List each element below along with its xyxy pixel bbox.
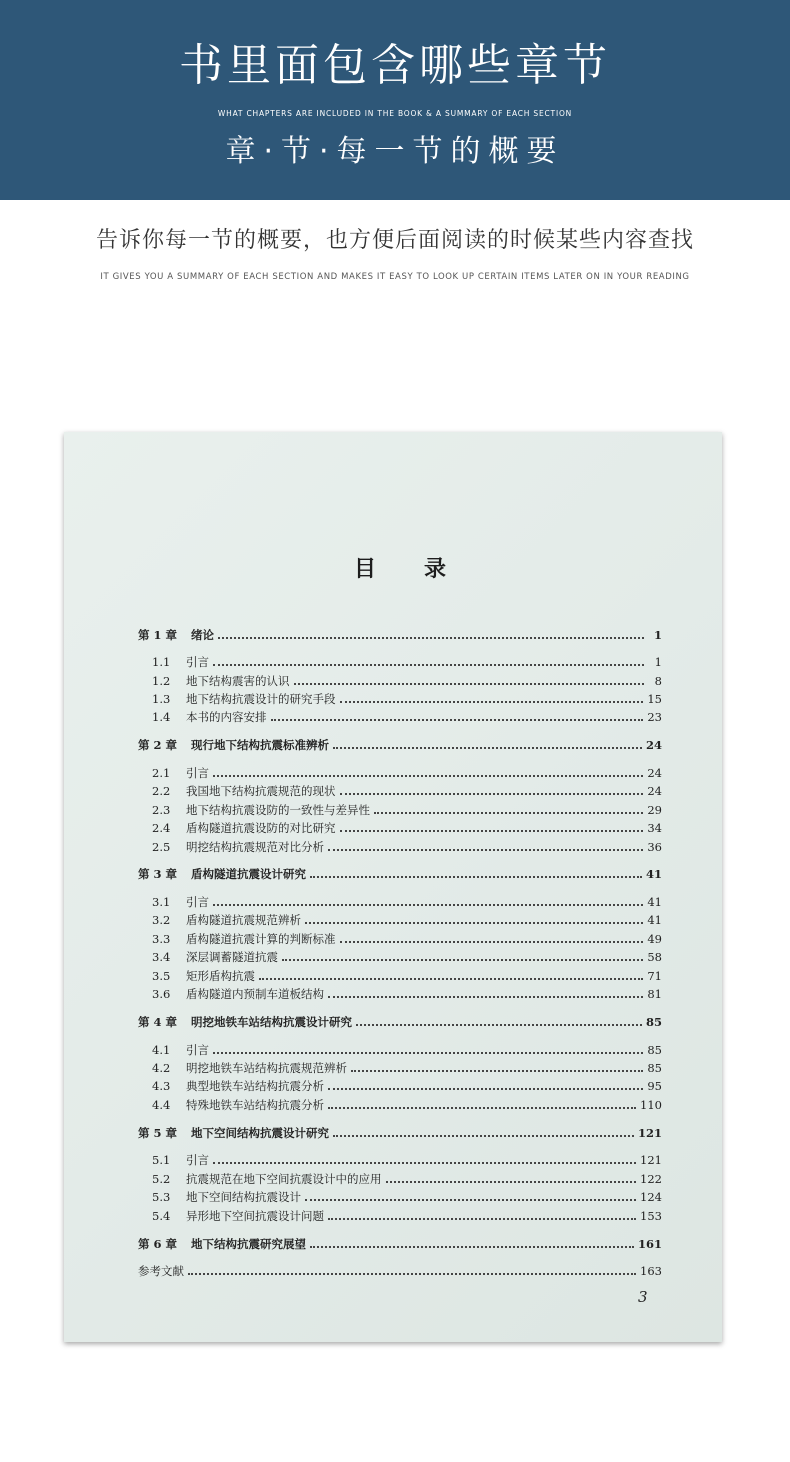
entry-number: 2.2 xyxy=(152,784,171,798)
entry-number: 4.4 xyxy=(152,1098,171,1112)
entry-label: 明挖结构抗震规范对比分析 xyxy=(186,840,324,854)
entry-label: 抗震规范在地下空间抗震设计中的应用 xyxy=(186,1172,382,1186)
entry-label: 引言 xyxy=(186,766,209,780)
leader-dots xyxy=(188,1273,636,1275)
entry-number: 1.3 xyxy=(152,692,171,706)
entry-label: 参考文献 xyxy=(138,1264,184,1278)
entry-page: 121 xyxy=(637,1126,662,1140)
entry-label: 地下空间结构抗震设计 xyxy=(186,1190,301,1204)
leader-dots xyxy=(340,793,644,795)
entry-label: 盾构隧道抗震规范辨析 xyxy=(186,913,301,927)
entry-page: 121 xyxy=(640,1153,662,1167)
leader-dots xyxy=(333,747,642,749)
entry-number: 第 6 章 xyxy=(138,1237,178,1251)
entry-page: 24 xyxy=(647,766,662,780)
toc-chapter-row[interactable] xyxy=(138,1124,662,1142)
entry-label: 盾构隧道内预制车道板结构 xyxy=(186,987,324,1001)
entry-number: 4.3 xyxy=(152,1079,171,1093)
leader-dots xyxy=(328,1218,636,1220)
entry-page: 85 xyxy=(647,1061,662,1075)
entry-label: 盾构隧道抗震设防的对比研究 xyxy=(186,821,336,835)
entry-label: 地下结构震害的认识 xyxy=(186,674,290,688)
entry-label: 地下结构抗震研究展望 xyxy=(191,1237,307,1251)
toc-chapter-row[interactable] xyxy=(138,1013,662,1031)
entry-page: 81 xyxy=(647,987,662,1001)
toc-section-row[interactable] xyxy=(152,672,662,690)
entry-page: 49 xyxy=(647,932,662,946)
entry-page: 1 xyxy=(654,655,662,669)
toc-section-row[interactable] xyxy=(152,690,662,708)
entry-number: 3.5 xyxy=(152,969,171,983)
entry-page: 161 xyxy=(637,1237,662,1251)
entry-page: 8 xyxy=(654,674,662,688)
entry-label: 地下结构抗震设防的一致性与差异性 xyxy=(186,803,370,817)
entry-page: 34 xyxy=(647,821,662,835)
toc-section-row[interactable] xyxy=(152,764,662,782)
entry-number: 5.2 xyxy=(152,1172,171,1186)
toc-section-row[interactable] xyxy=(152,1077,662,1095)
leader-dots xyxy=(328,849,643,851)
leader-dots xyxy=(386,1181,637,1183)
leader-dots xyxy=(328,1107,636,1109)
leader-dots xyxy=(374,812,643,814)
leader-dots xyxy=(356,1024,642,1026)
entry-number: 2.5 xyxy=(152,840,171,854)
toc-section-row[interactable] xyxy=(152,1096,662,1114)
banner-subtitle-en: WHAT CHAPTERS ARE INCLUDED IN THE BOOK & A SUMMARY OF EACH SECTION xyxy=(217,109,573,118)
entry-label: 深层调蓄隧道抗震 xyxy=(186,950,278,964)
entry-page: 24 xyxy=(645,738,662,752)
leader-dots xyxy=(213,904,643,906)
toc-section-row[interactable] xyxy=(152,838,662,856)
entry-label: 地下空间结构抗震设计研究 xyxy=(191,1126,330,1140)
entry-number: 第 3 章 xyxy=(138,867,178,881)
entry-page: 41 xyxy=(647,913,662,927)
toc-section-row[interactable] xyxy=(152,653,662,671)
entry-number: 3.3 xyxy=(152,932,171,946)
toc-chapter-row[interactable] xyxy=(138,865,662,883)
leader-dots xyxy=(282,959,643,961)
toc-chapter-row[interactable] xyxy=(138,626,662,644)
leader-dots xyxy=(218,637,644,639)
entry-label: 明挖地铁车站结构抗震规范辨析 xyxy=(186,1061,347,1075)
entry-label: 引言 xyxy=(186,1153,209,1167)
entry-label: 本书的内容安排 xyxy=(186,710,267,724)
entry-page: 85 xyxy=(645,1015,662,1029)
toc-title xyxy=(0,548,760,588)
leader-dots xyxy=(213,1052,643,1054)
leader-dots xyxy=(351,1070,643,1072)
entry-page: 58 xyxy=(647,950,662,964)
entry-label: 引言 xyxy=(186,1043,209,1057)
toc-chapter-row[interactable] xyxy=(138,736,662,754)
entry-page: 41 xyxy=(647,895,662,909)
leader-dots xyxy=(333,1135,634,1137)
entry-page: 41 xyxy=(645,867,662,881)
toc-section-row[interactable] xyxy=(152,782,662,800)
toc-section-row[interactable] xyxy=(152,1059,662,1077)
toc-title-char: 目 xyxy=(354,556,377,582)
entry-number: 5.1 xyxy=(152,1153,171,1167)
toc-section-row[interactable] xyxy=(152,967,662,985)
leader-dots xyxy=(340,941,644,943)
entry-number: 1.4 xyxy=(152,710,171,724)
entry-page: 1 xyxy=(653,628,662,642)
entry-page: 24 xyxy=(647,784,662,798)
leader-dots xyxy=(310,1246,634,1248)
toc-chapter-row[interactable] xyxy=(138,1235,662,1253)
entry-label: 典型地铁车站结构抗震分析 xyxy=(186,1079,324,1093)
entry-page: 95 xyxy=(647,1079,662,1093)
entry-page: 85 xyxy=(647,1043,662,1057)
entry-number: 第 1 章 xyxy=(138,628,178,642)
header-banner xyxy=(0,0,790,200)
entry-label: 异形地下空间抗震设计问题 xyxy=(186,1209,324,1223)
description-text-en: IT GIVES YOU A SUMMARY OF EACH SECTION AND MAKES IT EASY TO LOOK UP CERTAIN ITEMS LATER ON IN YOUR READING xyxy=(100,272,690,282)
entry-label: 绪论 xyxy=(191,628,215,642)
entry-page: 153 xyxy=(640,1209,662,1223)
entry-number: 4.1 xyxy=(152,1043,171,1057)
toc-section-row[interactable] xyxy=(152,930,662,948)
toc-section-row[interactable] xyxy=(152,708,662,726)
entry-number: 第 5 章 xyxy=(138,1126,178,1140)
entry-number: 3.6 xyxy=(152,987,171,1001)
leader-dots xyxy=(294,683,645,685)
toc-section-row[interactable] xyxy=(152,893,662,911)
entry-label: 现行地下结构抗震标准辨析 xyxy=(191,738,330,752)
entry-number: 2.3 xyxy=(152,803,171,817)
toc-section-row[interactable] xyxy=(152,1041,662,1059)
toc-section-row[interactable] xyxy=(152,801,662,819)
toc-section-row[interactable] xyxy=(152,819,662,837)
leader-dots xyxy=(213,1162,636,1164)
toc-section-row[interactable] xyxy=(152,985,662,1003)
entry-label: 引言 xyxy=(186,655,209,669)
leader-dots xyxy=(213,775,643,777)
entry-label: 特殊地铁车站结构抗震分析 xyxy=(186,1098,324,1112)
entry-number: 3.1 xyxy=(152,895,171,909)
entry-number: 5.4 xyxy=(152,1209,171,1223)
entry-page: 15 xyxy=(647,692,662,706)
leader-dots xyxy=(328,996,643,998)
entry-number: 1.1 xyxy=(152,655,171,669)
banner-title: 书里面包含哪些章节 xyxy=(179,40,611,91)
entry-number: 2.4 xyxy=(152,821,171,835)
entry-page: 71 xyxy=(647,969,662,983)
toc-section-row[interactable] xyxy=(152,1151,662,1169)
toc-section-row[interactable] xyxy=(152,1188,662,1206)
leader-dots xyxy=(259,978,643,980)
entry-number: 2.1 xyxy=(152,766,171,780)
entry-page: 163 xyxy=(640,1264,662,1278)
leader-dots xyxy=(340,701,644,703)
leader-dots xyxy=(271,719,644,721)
toc-section-row[interactable] xyxy=(152,1170,662,1188)
entry-number: 5.3 xyxy=(152,1190,171,1204)
entry-page: 124 xyxy=(640,1190,662,1204)
entry-number: 第 2 章 xyxy=(138,738,178,752)
entry-number: 第 4 章 xyxy=(138,1015,178,1029)
toc-section-row[interactable] xyxy=(152,1207,662,1225)
entry-page: 36 xyxy=(647,840,662,854)
entry-page: 122 xyxy=(640,1172,662,1186)
leader-dots xyxy=(305,922,643,924)
entry-label: 地下结构抗震设计的研究手段 xyxy=(186,692,336,706)
toc-section-row[interactable] xyxy=(152,948,662,966)
leader-dots xyxy=(340,830,644,832)
toc-title-char: 录 xyxy=(424,556,447,582)
entry-label: 我国地下结构抗震规范的现状 xyxy=(186,784,336,798)
entry-label: 盾构隧道抗震设计研究 xyxy=(191,867,307,881)
leader-dots xyxy=(328,1088,643,1090)
entry-number: 4.2 xyxy=(152,1061,171,1075)
entry-page: 29 xyxy=(647,803,662,817)
leader-dots xyxy=(305,1199,636,1201)
entry-number: 1.2 xyxy=(152,674,171,688)
page-number: 3 xyxy=(638,1288,648,1306)
entry-page: 23 xyxy=(647,710,662,724)
toc-section-row[interactable] xyxy=(152,911,662,929)
entry-label: 引言 xyxy=(186,895,209,909)
entry-label: 明挖地铁车站结构抗震设计研究 xyxy=(191,1015,353,1029)
leader-dots xyxy=(310,876,642,878)
entry-page: 110 xyxy=(640,1098,662,1112)
toc-references-row[interactable] xyxy=(138,1262,662,1280)
entry-number: 3.4 xyxy=(152,950,171,964)
entry-label: 盾构隧道抗震计算的判断标准 xyxy=(186,932,336,946)
description-text: 告诉你每一节的概要，也方便后面阅读的时候某些内容查找 xyxy=(95,228,694,253)
banner-subtitle: 章·节·每一节的概要 xyxy=(225,134,565,169)
entry-number: 3.2 xyxy=(152,913,171,927)
entry-label: 矩形盾构抗震 xyxy=(186,969,255,983)
leader-dots xyxy=(213,664,644,666)
